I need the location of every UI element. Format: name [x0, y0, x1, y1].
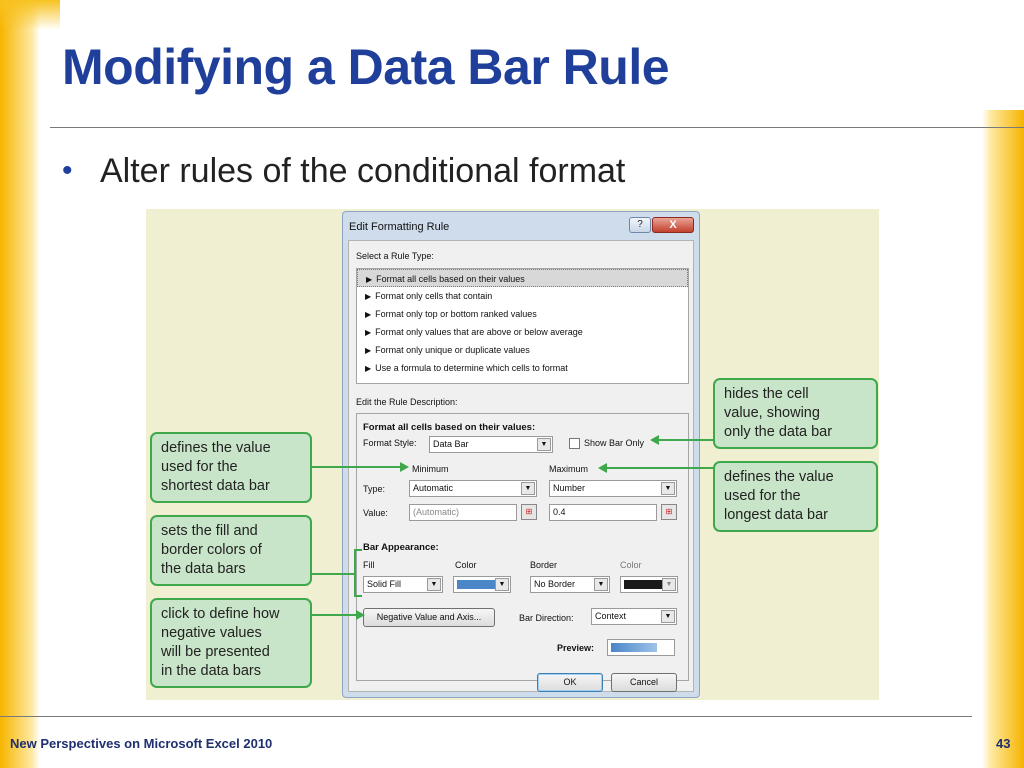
- rule-type-item[interactable]: [357, 305, 688, 323]
- minimum-label: Minimum: [412, 464, 449, 474]
- minimum-type-value: Automatic: [413, 483, 454, 493]
- fill-color-swatch: [457, 580, 495, 589]
- callout-line: sets the fill and: [161, 523, 258, 539]
- callout-maximum: [713, 461, 878, 532]
- preview-label: Preview:: [557, 643, 595, 653]
- fill-color-select[interactable]: [453, 576, 511, 593]
- right-gold-border: [982, 110, 1024, 768]
- triangle-right-icon: ▶: [366, 275, 373, 284]
- show-bar-only-label: Show Bar Only: [584, 438, 645, 448]
- edit-description-label: Edit the Rule Description:: [356, 397, 458, 407]
- close-button[interactable]: X: [652, 217, 694, 233]
- screenshot-figure: [146, 209, 879, 700]
- rule-description-panel: [356, 413, 689, 681]
- bullet-icon: •: [62, 154, 73, 187]
- bar-direction-label: Bar Direction:: [519, 613, 574, 623]
- page-number: 43: [996, 736, 1011, 751]
- triangle-right-icon: ▶: [365, 292, 372, 301]
- format-style-value: Data Bar: [433, 439, 469, 449]
- connector-arrow: [312, 614, 356, 616]
- border-value: No Border: [534, 579, 576, 589]
- title-divider: [50, 127, 1024, 128]
- rule-type-item[interactable]: [357, 359, 688, 377]
- callout-line: border colors of: [161, 542, 262, 558]
- preview-box: [607, 639, 675, 656]
- rule-type-item[interactable]: [357, 269, 688, 287]
- callout-line: used for the: [724, 488, 801, 504]
- triangle-right-icon: ▶: [365, 310, 372, 319]
- ok-button[interactable]: OK: [537, 673, 603, 692]
- connector-arrow: [312, 573, 354, 575]
- rule-type-item[interactable]: [357, 323, 688, 341]
- chevron-down-icon: ▼: [594, 578, 608, 591]
- bar-direction-select[interactable]: [591, 608, 677, 625]
- arrow-right-icon: [356, 610, 365, 620]
- edit-formatting-rule-dialog: [342, 211, 700, 698]
- preview-bar: [611, 643, 657, 652]
- callout-line: longest data bar: [724, 507, 828, 523]
- callout-show-bar-only: [713, 378, 878, 449]
- bullet-point: [62, 150, 625, 192]
- dialog-title: Edit Formatting Rule: [349, 221, 450, 233]
- cell-reference-picker-icon[interactable]: ⊞: [661, 504, 677, 520]
- rule-type-list: [356, 268, 689, 384]
- callout-line: hides the cell: [724, 386, 809, 402]
- minimum-type-select[interactable]: [409, 480, 537, 497]
- connector-arrow: [606, 467, 713, 469]
- callout-line: defines the value: [161, 440, 271, 456]
- callout-line: used for the: [161, 459, 238, 475]
- rule-type-item[interactable]: [357, 287, 688, 305]
- rule-type-label: Format all cells based on their values: [376, 274, 525, 284]
- minimum-value-input[interactable]: (Automatic): [409, 504, 517, 521]
- type-label: Type:: [363, 484, 386, 494]
- cancel-button[interactable]: Cancel: [611, 673, 677, 692]
- fill-select[interactable]: [363, 576, 443, 593]
- bar-appearance-label: Bar Appearance:: [363, 542, 439, 553]
- chevron-down-icon: ▼: [537, 438, 551, 451]
- select-rule-type-label: Select a Rule Type:: [356, 251, 434, 261]
- triangle-right-icon: ▶: [365, 364, 372, 373]
- border-color-swatch: [624, 580, 662, 589]
- fill-color-label: Color: [455, 560, 477, 570]
- fill-label: Fill: [363, 560, 375, 570]
- border-label: Border: [530, 560, 558, 570]
- rule-type-label: Format only unique or duplicate values: [375, 345, 530, 355]
- maximum-value-input[interactable]: 0.4: [549, 504, 657, 521]
- cell-reference-picker-icon[interactable]: ⊞: [521, 504, 537, 520]
- rule-type-label: Format only cells that contain: [375, 291, 493, 301]
- border-color-select[interactable]: [620, 576, 678, 593]
- rule-type-item[interactable]: [357, 341, 688, 359]
- show-bar-only-checkbox[interactable]: [569, 438, 580, 449]
- maximum-type-value: Number: [553, 483, 586, 493]
- negative-value-axis-button[interactable]: Negative Value and Axis...: [363, 608, 495, 627]
- border-select[interactable]: [530, 576, 610, 593]
- connector-arrow: [658, 439, 713, 441]
- format-style-select[interactable]: [429, 436, 553, 453]
- arrow-right-icon: [400, 462, 409, 472]
- section-heading: Format all cells based on their values:: [363, 422, 536, 433]
- triangle-right-icon: ▶: [365, 346, 372, 355]
- left-gold-border: [0, 0, 40, 768]
- chevron-down-icon: ▼: [521, 482, 535, 495]
- triangle-right-icon: ▶: [365, 328, 372, 337]
- slide-title: Modifying a Data Bar Rule: [62, 39, 670, 95]
- callout-line: defines the value: [724, 469, 834, 485]
- connector-arrow: [312, 466, 400, 468]
- callout-line: negative values: [161, 625, 262, 641]
- arrow-left-icon: [598, 463, 607, 473]
- maximum-type-select[interactable]: [549, 480, 677, 497]
- callout-line: the data bars: [161, 561, 246, 577]
- callout-line: only the data bar: [724, 424, 833, 440]
- value-label: Value:: [363, 508, 388, 518]
- format-style-label: Format Style:: [363, 438, 417, 448]
- footer-text: New Perspectives on Microsoft Excel 2010: [10, 736, 273, 751]
- chevron-down-icon: ▼: [662, 578, 676, 591]
- rule-type-label: Use a formula to determine which cells to format: [375, 363, 568, 373]
- fill-value: Solid Fill: [367, 579, 402, 589]
- bracket-marker: [354, 549, 362, 597]
- rule-type-label: Format only values that are above or below average: [375, 327, 583, 337]
- bullet-text: Alter rules of the conditional format: [100, 152, 626, 190]
- callout-bar-appearance: [150, 515, 312, 586]
- help-button[interactable]: ?: [629, 217, 651, 233]
- top-gold-accent: [0, 0, 60, 30]
- callout-line: value, showing: [724, 405, 820, 421]
- callout-negative-values: [150, 598, 312, 688]
- maximum-label: Maximum: [549, 464, 589, 474]
- callout-line: shortest data bar: [161, 478, 270, 494]
- callout-minimum: [150, 432, 312, 503]
- border-color-label: Color: [620, 560, 642, 570]
- footer-divider: [0, 716, 972, 717]
- chevron-down-icon: ▼: [495, 578, 509, 591]
- callout-line: in the data bars: [161, 663, 261, 679]
- callout-line: will be presented: [161, 644, 270, 660]
- callout-line: click to define how: [161, 606, 280, 622]
- chevron-down-icon: ▼: [661, 610, 675, 623]
- chevron-down-icon: ▼: [661, 482, 675, 495]
- arrow-left-icon: [650, 435, 659, 445]
- chevron-down-icon: ▼: [427, 578, 441, 591]
- rule-type-label: Format only top or bottom ranked values: [375, 309, 537, 319]
- bar-direction-value: Context: [595, 611, 627, 621]
